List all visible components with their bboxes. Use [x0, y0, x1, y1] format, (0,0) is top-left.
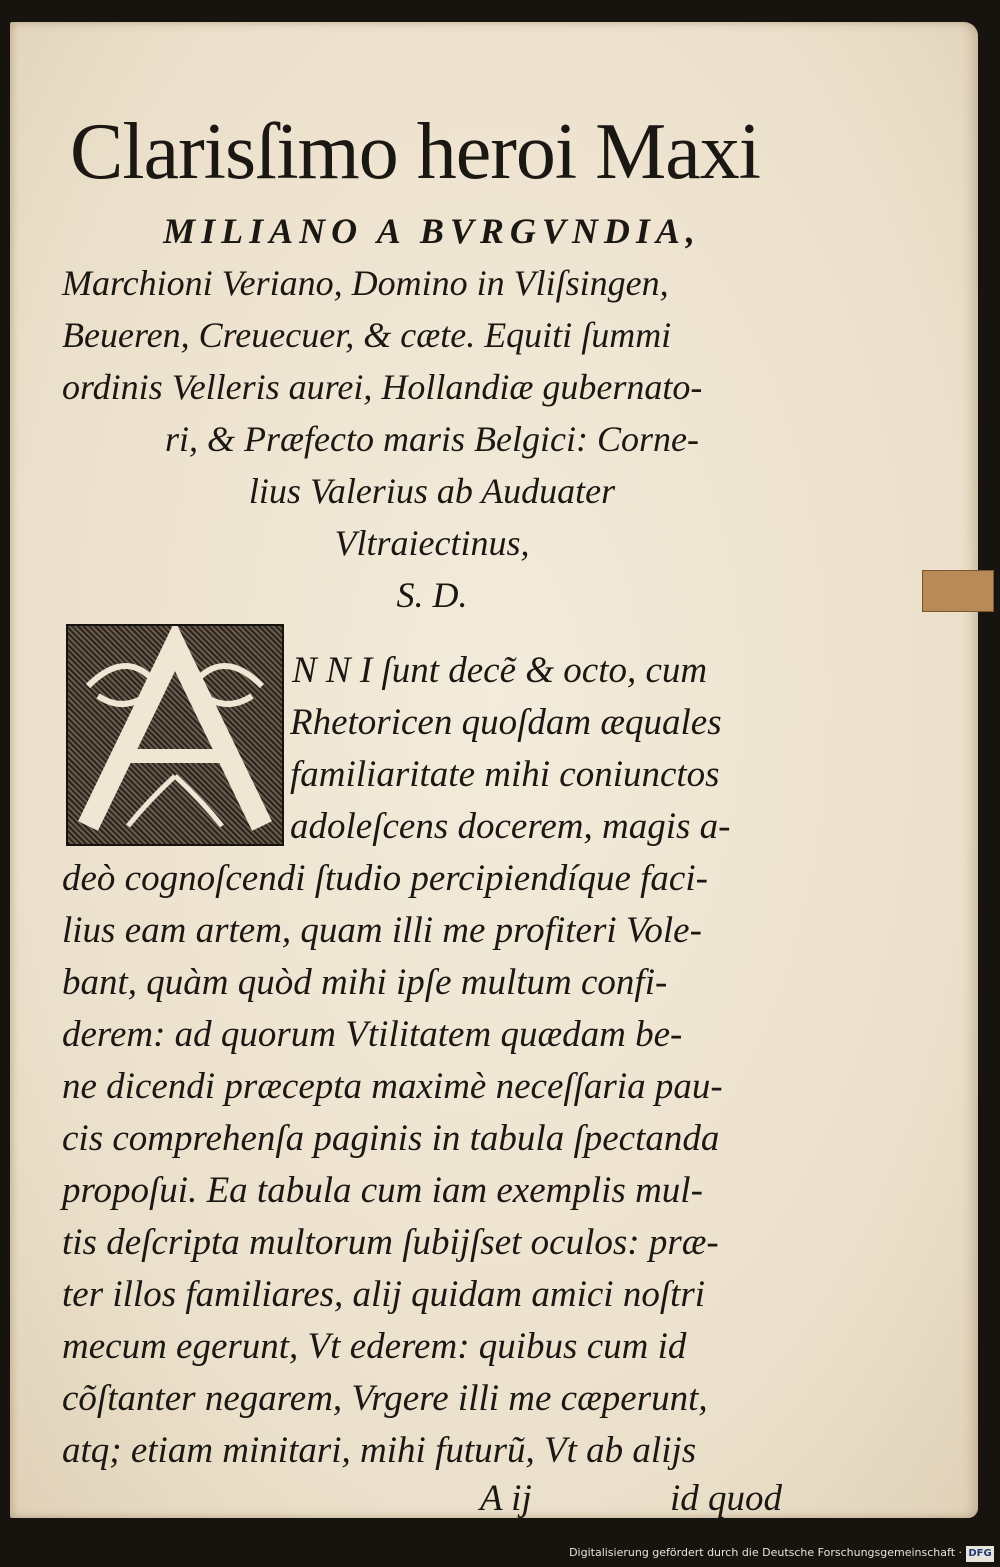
heading-line: ri, & Præfecto maris Belgici: Corne- [165, 419, 699, 459]
page-text [10, 22, 978, 1518]
body-line: atq; etiam minitari, mihi futurũ, Vt ab alijs [62, 1430, 697, 1471]
body-line: lius eam artem, quam illi me profiteri Vole- [62, 910, 702, 951]
page-title: Clarisſimo heroi Maxi [70, 108, 761, 196]
body-line: familiaritate mihi coniunctos [290, 754, 720, 795]
dfg-logo: DFG [966, 1546, 994, 1562]
body-line: propoſui. Ea tabula cum iam exemplis mul- [62, 1170, 703, 1211]
catchword: id quod [670, 1478, 783, 1519]
signature-mark: A ij [480, 1478, 532, 1519]
heading-line: Vltraiectinus, [334, 523, 530, 563]
salutation: S. D. [396, 575, 468, 615]
body-line: ne dicendi præcepta maximè neceſſaria pau- [62, 1066, 723, 1107]
body-line: mecum egerunt, Vt ederem: quibus cum id [62, 1326, 687, 1367]
body-line: ter illos familiares, alij quidam amici noſtri [62, 1274, 706, 1315]
body-line: adoleſcens docerem, magis a- [290, 806, 731, 847]
body-line: Rhetoricen quoſdam æquales [290, 702, 722, 743]
body-line: N N I ſunt decẽ & octo, cum [292, 650, 708, 691]
body-line: cis comprehenſa paginis in tabula ſpectanda [62, 1118, 720, 1159]
body-line: bant, quàm quòd mihi ipſe multum confi- [62, 962, 668, 1003]
footer-credit: Digitalisierung gefördert durch die Deutsche Forschungsgemeinschaft · [569, 1546, 962, 1559]
body-line: deò cognoſcendi ſtudio percipiendíque faci- [62, 858, 708, 899]
body-line: tis deſcripta multorum ſubijſset oculos: præ- [62, 1222, 719, 1263]
body-line: cõſtanter negarem, Vrgere illi me cæperunt, [62, 1378, 708, 1419]
heading-line: Beueren, Creuecuer, & cæte. Equiti ſummi [62, 315, 672, 355]
decorated-initial-letter [66, 624, 284, 846]
heading-line: Marchioni Veriano, Domino in Vliſsingen, [62, 263, 669, 303]
heading-line: MILIANO A BVRGVNDIA, [163, 211, 701, 251]
book-page [10, 22, 978, 1518]
body-line: derem: ad quorum Vtilitatem quædam be- [62, 1014, 683, 1055]
heading-line: ordinis Velleris aurei, Hollandiæ gubernato- [62, 367, 703, 407]
heading-line: lius Valerius ab Auduater [248, 471, 616, 511]
